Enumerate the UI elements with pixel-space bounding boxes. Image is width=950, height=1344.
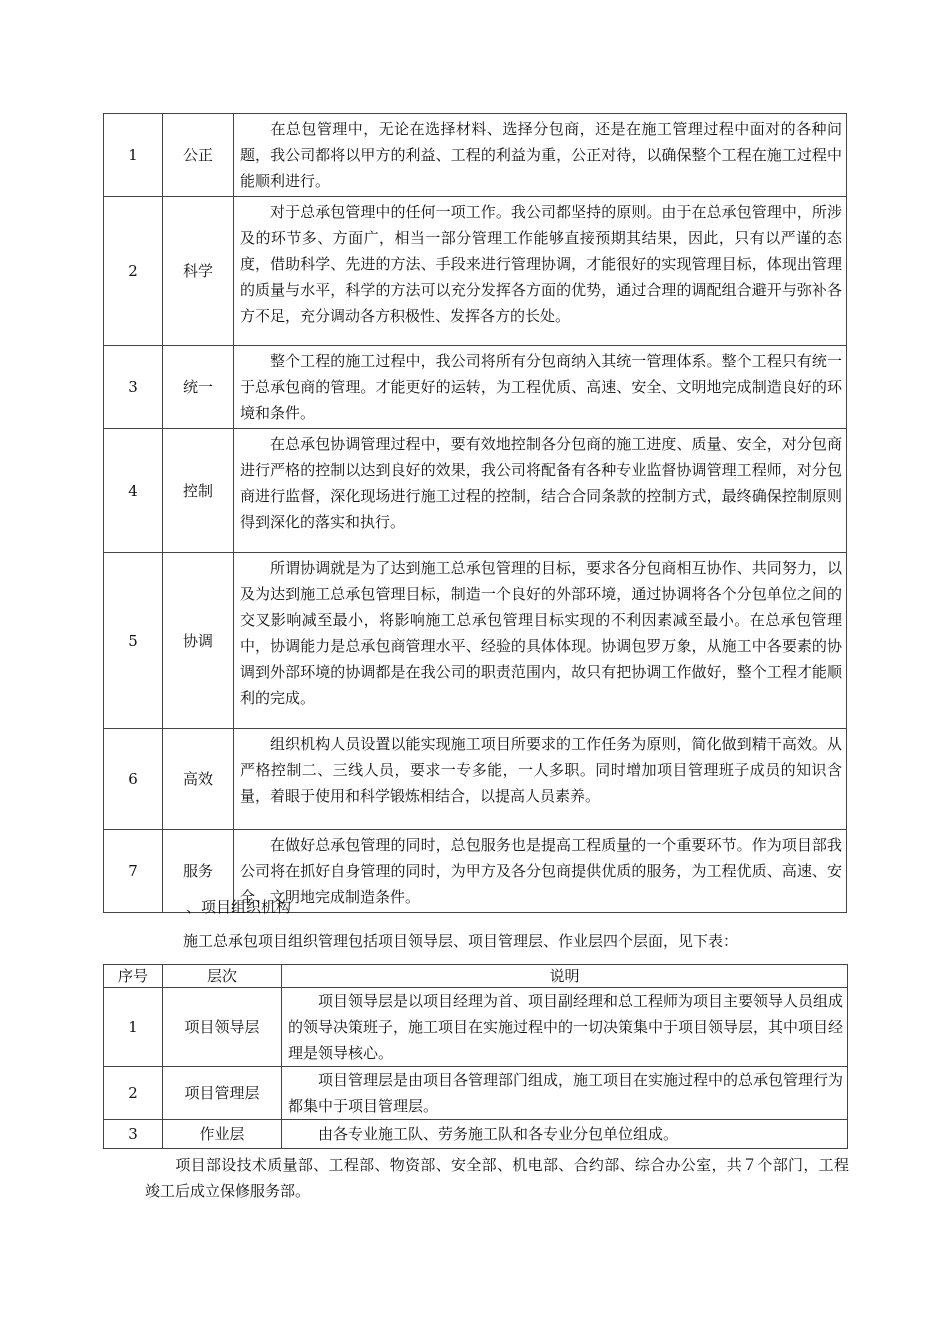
table-row — [104, 988, 848, 1067]
principle-description: 在总包管理中，无论在选择材料、选择分包商，还是在施工管理过程中面对的各种问题，我公司都将以甲方的利益、工程的利益为重，公正对待，以确保整个工程在施工过程中能顺利进行。 — [240, 120, 842, 190]
table-row — [104, 1067, 848, 1120]
table-row — [104, 1120, 848, 1149]
principle-name: 科学 — [163, 197, 234, 346]
table-row — [104, 553, 847, 729]
table-header-row — [104, 965, 848, 988]
level-description: 项目管理层是由项目各管理部门组成，施工项目在实施过程中的总承包管理行为都集中于项目管理层。 — [288, 1071, 844, 1115]
principle-name: 控制 — [163, 429, 234, 553]
level-name: 作业层 — [163, 1120, 282, 1149]
table-row — [104, 729, 847, 830]
principle-description: 在总承包协调管理过程中，要有效地控制各分包商的施工进度、质量、安全，对分包商进行严格的控制以达到良好的效果，我公司将配备有各种专业监督协调管理工程师，对分包商进行监督，深化现场进行施工过程的控制，结合合同条款的控制方式，最终确保控制原则得到深化的落实和执行。 — [240, 435, 842, 531]
principle-name: 高效 — [163, 729, 234, 830]
principle-number: 5 — [104, 553, 163, 729]
table-row — [104, 197, 847, 346]
closing-paragraph — [145, 1152, 849, 1204]
principle-number: 2 — [104, 197, 163, 346]
principle-description: 组织机构人员设置以能实现施工项目所要求的工作任务为原则，简化做到精干高效。从严格控制二、三线人员，要求一专多能，一人多职。同时增加项目管理班子成员的知识含量，着眼于使用和科学锻炼相结合，以提高人员素养。 — [240, 735, 842, 805]
level-number: 1 — [104, 988, 163, 1067]
header-description: 说明 — [282, 965, 848, 988]
principle-name: 协调 — [163, 553, 234, 729]
level-name: 项目领导层 — [163, 988, 282, 1067]
intro-paragraph: 施工总承包项目组织管理包括项目领导层、项目管理层、作业层四个层面，见下表： — [183, 932, 739, 950]
principle-name: 服务 — [163, 830, 234, 913]
principle-name: 统一 — [163, 346, 234, 429]
principle-number: 4 — [104, 429, 163, 553]
principles-table — [103, 113, 847, 913]
principle-name: 公正 — [163, 114, 234, 197]
level-description: 由各专业施工队、劳务施工队和各专业分包单位组成。 — [318, 1125, 679, 1143]
level-number: 2 — [104, 1067, 163, 1120]
level-name: 项目管理层 — [163, 1067, 282, 1120]
header-number: 序号 — [104, 965, 163, 988]
level-description: 项目领导层是以项目经理为首、项目副经理和总工程师为项目主要领导人员组成的领导决策班子，施工项目在实施过程中的一切决策集中于项目领导层，其中项目经理是领导核心。 — [288, 992, 844, 1062]
principle-description: 所谓协调就是为了达到施工总承包管理的目标，要求各分包商相互协作、共同努力，以及为达到施工总承包管理目标，制造一个良好的外部环境，通过协调将各个分包单位之间的交叉影响减至最小，将影响施工总承包管理目标实现的不利因素减至最小。在总承包管理中，协调能力是总承包商管理水平、经验的具体体现。协调包罗万象，从施工中各要素的协调到外部环境的协调都是在我公司的职责范围内，故只有把协调工作做好，整个工程才能顺利的完成。 — [240, 559, 842, 707]
principle-number: 6 — [104, 729, 163, 830]
table-row — [104, 429, 847, 553]
section-heading: 、项目组织机构 — [186, 898, 292, 916]
level-number: 3 — [104, 1120, 163, 1149]
table-row — [104, 346, 847, 429]
table-row — [104, 114, 847, 197]
principle-number: 7 — [104, 830, 163, 913]
closing-text: 项目部设技术质量部、工程部、物资部、安全部、机电部、合约部、综合办公室，共７个部门，工程竣工后成立保修服务部。 — [145, 1156, 849, 1200]
header-level: 层次 — [163, 965, 282, 988]
principle-number: 3 — [104, 346, 163, 429]
principle-number: 1 — [104, 114, 163, 197]
principle-description: 在做好总承包管理的同时，总包服务也是提高工程质量的一个重要环节。作为项目部我公司将在抓好自身管理的同时，为甲方及各分包商提供优质的服务，为工程优质、高速、安全、文明地完成制造条件。 — [240, 836, 842, 906]
principle-description: 对于总承包管理中的任何一项工作。我公司都坚持的原则。由于在总承包管理中，所涉及的环节多、方面广，相当一部分管理工作能够直接预期其结果，因此，只有以严谨的态度，借助科学、先进的方法、手段来进行管理协调，才能很好的实现管理目标，体现出管理的质量与水平，科学的方法可以充分发挥各方面的优势，通过合理的调配组合避开与弥补各方不足，充分调动各方积极性、发挥各方的长处。 — [240, 203, 842, 325]
levels-table — [103, 964, 848, 1149]
principle-description: 整个工程的施工过程中，我公司将所有分包商纳入其统一管理体系。整个工程只有统一于总承包商的管理。才能更好的运转，为工程优质、高速、安全、文明地完成制造良好的环境和条件。 — [240, 352, 842, 422]
